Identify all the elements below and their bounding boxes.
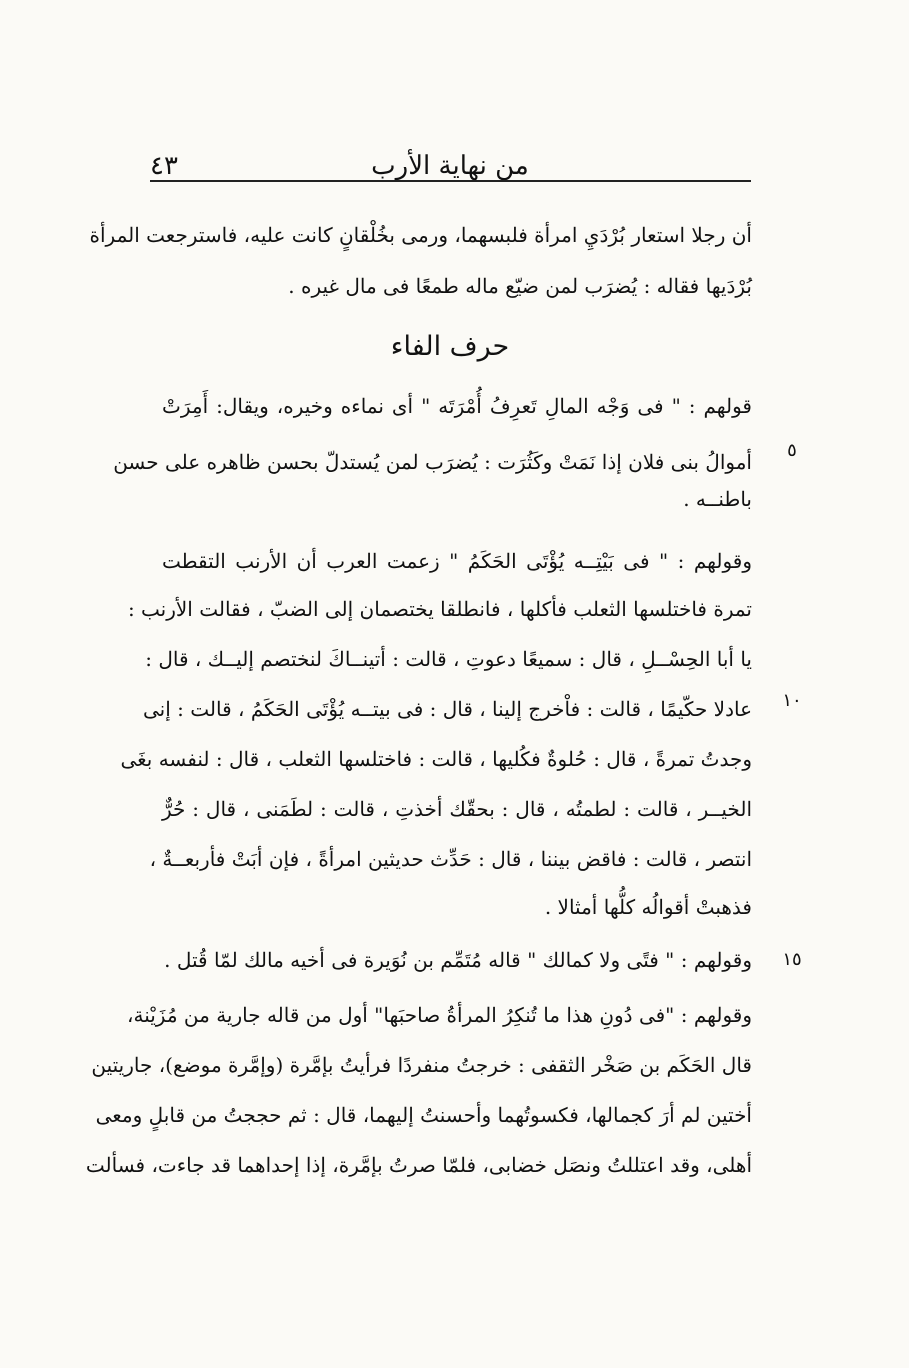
text-line: قال الحَكَم بن صَخْر الثقفى : خرجتُ منفردًا فرأيتُ بإمَّرة (وإمَّرة موضع)، جاريتين — [91, 1053, 752, 1077]
text-line: أموالُ بنى فلان إذا نَمَتْ وكَثُرَت : يُضرَب لمن يُستدلّ بحسن ظاهره على حسن — [113, 450, 752, 474]
text-line: وقولهم : " فتًى ولا كمالك " قاله مُتَمِّم بن نُوَيرة فى أخيه مالك لمّا قُتل . — [164, 948, 752, 972]
text-line: بُرْدَيها فقاله : يُضرَب لمن ضيّع ماله طمعًا فى مال غيره . — [288, 274, 752, 298]
text-line: أختين لم أرَ كجمالها، فكسوتُهما وأحسنتُ إليهما، قال : ثم حججتُ من قابلٍ ومعى — [95, 1103, 752, 1127]
text-line: وقولهم : "فى دُونِ هذا ما تُنكِرُ المرأةُ صاحبَها" أول من قاله جارية من مُزَيْنة، — [127, 1003, 752, 1027]
page-number: ٤٣ — [150, 151, 178, 181]
text-line: الخيــر ، قالت : لطمتُه ، قال : بحقّك أخذتِ ، قالت : لطَمَنى ، قال : حُرٌّ — [162, 797, 752, 821]
header-rule — [150, 180, 751, 182]
text-line: فذهبتْ أقوالُه كلُّها أمثالا . — [544, 895, 752, 919]
text-line: عادلا حكّيمًا ، قالت : فاْخرج إلينا ، قال : فى بيتــه يُؤْتَى الحَكَمُ ، قالت : إنى — [143, 697, 752, 721]
text-line: يا أبا الحِسْــلِ ، قال : سميعًا دعوتِ ، قالت : أتينــاكَ لنختصم إليــك ، قال : — [145, 647, 752, 671]
text-line: باطنــه . — [683, 487, 752, 511]
text-line: وجدتُ تمرةً ، قال : حُلوةٌ فكُليها ، قالت : فاختلسها الثعلب ، قال : لنفسه بغَى — [120, 747, 752, 771]
running-header-title: من نهاية الأرب — [371, 151, 529, 181]
section-heading: حرف الفاء — [390, 331, 510, 362]
line-number-5: ٥ — [787, 440, 797, 461]
text-line: تمرة فاختلسها الثعلب فأكلها ، فانطلقا يختصمان إلى الضبّ ، فقالت الأرنب : — [127, 597, 752, 621]
text-line: وقولهم : " فى بَيْتِــه يُؤْتَى الحَكَمُ " زعمت العرب أن الأرنب التقطت — [162, 549, 752, 573]
text-line: أن رجلا استعار بُرْدَيِ امرأة فلبسهما، ورمى بخُلْقانٍ كانت عليه، فاسترجعت المرأة — [89, 223, 752, 247]
line-number-15: ١٥ — [782, 949, 802, 970]
text-line: أهلى، وقد اعتللتُ ونصَل خضابى، فلمّا صرتُ بإمَّرة، إذا إحداهما قد جاءت، فسألت — [85, 1153, 752, 1177]
line-number-10: ١٠ — [782, 690, 802, 711]
text-line: قولهم : " فى وَجْه المالِ تَعرِفُ أُمْرَتَه " أى نماءه وخيره، ويقال: أَمِرَتْ — [162, 394, 752, 418]
text-line: انتصر ، قالت : فاقض بيننا ، قال : حَدِّث حديثين امرأةً ، فإن أبَتْ فأربعــةٌ ، — [149, 847, 752, 871]
